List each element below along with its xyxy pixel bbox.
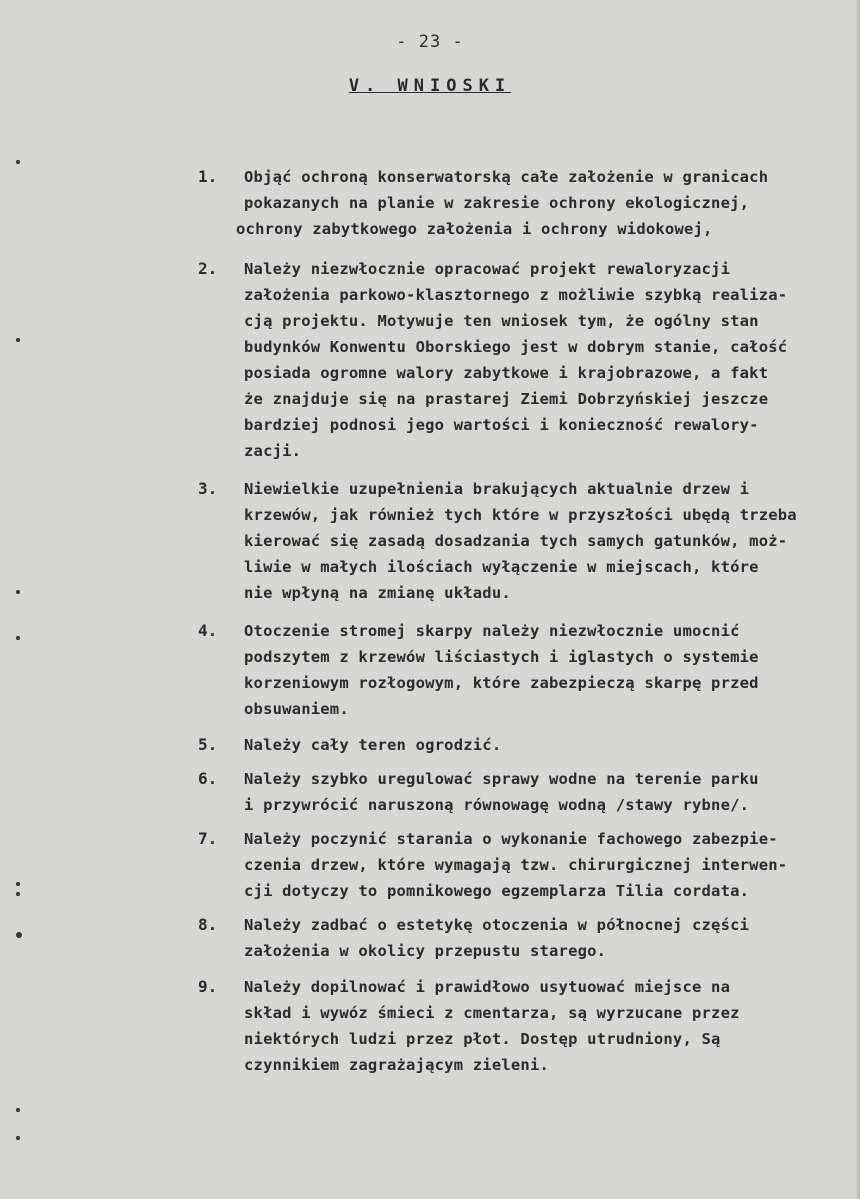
item-text-line: nie wpłyną na zmianę układu. (244, 584, 511, 602)
page-number: - 23 - (396, 32, 464, 52)
item-text-line: zacji. (244, 442, 302, 460)
item-text-line: czynnikiem zagrażającym zieleni. (244, 1056, 550, 1074)
item-number: 7. (198, 829, 218, 848)
item-text-line: Należy poczynić starania o wykonanie fachowego zabezpie- (244, 830, 778, 848)
margin-dot (16, 882, 20, 886)
item-text-line: kierować się zasadą dosadzania tych samych gatunków, moż- (244, 532, 788, 550)
item-text-line: Należy zadbać o estetykę otoczenia w północnej części (244, 916, 750, 934)
item-text-line: Należy dopilnować i prawidłowo usytuować miejsce na (244, 978, 731, 996)
item-text-line: Należy cały teren ogrodzić. (244, 736, 502, 754)
item-text-line: posiada ogromne walory zabytkowe i krajobrazowe, a fakt (244, 364, 769, 382)
item-text-line: Należy szybko uregulować sprawy wodne na terenie parku (244, 770, 759, 788)
item-text-line: i przywrócić naruszoną równowagę wodną /stawy rybne/. (244, 796, 750, 814)
margin-dot (16, 590, 20, 594)
item-number: 1. (198, 167, 218, 186)
item-text-line: krzewów, jak również tych które w przyszłości ubędą trzeba (244, 506, 797, 524)
item-text-line: pokazanych na planie w zakresie ochrony ekologicznej, (244, 194, 750, 212)
item-text-line: że znajduje się na prastarej Ziemi Dobrzyńskiej jeszcze (244, 390, 769, 408)
item-text-line: niektórych ludzi przez płot. Dostęp utrudniony, Są (244, 1030, 721, 1048)
item-text-line: Należy niezwłocznie opracować projekt rewaloryzacji (244, 260, 731, 278)
item-text-line: cją projektu. Motywuje ten wniosek tym, że ogólny stan (244, 312, 759, 330)
item-text-line: cji dotyczy to pomnikowego egzemplarza Tilia cordata. (244, 882, 750, 900)
margin-dot (16, 338, 20, 342)
margin-dot (16, 160, 20, 164)
item-text-line: skład i wywóz śmieci z cmentarza, są wyrzucane przez (244, 1004, 740, 1022)
item-number: 5. (198, 735, 218, 754)
item-number: 6. (198, 769, 218, 788)
margin-dot (16, 636, 20, 640)
section-heading: V. WNIOSKI (348, 76, 512, 96)
margin-dot (16, 892, 20, 896)
item-text-line: Otoczenie stromej skarpy należy niezwłocznie umocnić (244, 622, 740, 640)
item-text-line: liwie w małych ilościach wyłączenie w miejscach, które (244, 558, 759, 576)
item-text-line: założenia w okolicy przepustu starego. (244, 942, 607, 960)
item-number: 9. (198, 977, 218, 996)
item-number: 8. (198, 915, 218, 934)
item-number: 4. (198, 621, 218, 640)
margin-dot (16, 1108, 20, 1112)
item-text-line: obsuwaniem. (244, 700, 349, 718)
item-text-line: Niewielkie uzupełnienia brakujących aktualnie drzew i (244, 480, 750, 498)
item-number: 2. (198, 259, 218, 278)
item-text-line: podszytem z krzewów liściastych i iglastych o systemie (244, 648, 759, 666)
item-text-line: czenia drzew, które wymagają tzw. chirurgicznej interwen- (244, 856, 788, 874)
item-text-line: ochrony zabytkowego założenia i ochrony widokowej, (236, 220, 713, 238)
margin-dot (16, 1136, 20, 1140)
item-text-line: budynków Konwentu Oborskiego jest w dobrym stanie, całość (244, 338, 788, 356)
item-text-line: Objąć ochroną konserwatorską całe założenie w granicach (244, 168, 769, 186)
item-text-line: bardziej podnosi jego wartości i konieczność rewalory- (244, 416, 759, 434)
item-text-line: założenia parkowo-klasztornego z możliwie szybką realiza- (244, 286, 788, 304)
margin-dot (16, 932, 22, 938)
item-number: 3. (198, 479, 218, 498)
item-text-line: korzeniowym rozłogowym, które zabezpieczą skarpę przed (244, 674, 759, 692)
